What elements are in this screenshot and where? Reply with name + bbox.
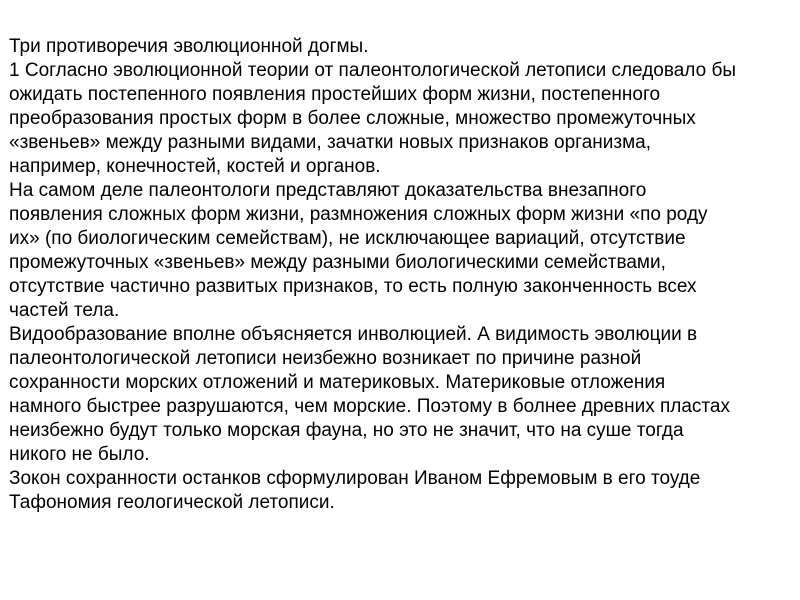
text-line: частей тела. [9, 300, 120, 321]
text-line: их» (по биологическим семействам), не исключающее вариаций, отсутствие [9, 228, 686, 249]
text-line: палеонтологической летописи неизбежно возникает по причине разной [9, 348, 642, 369]
text-line: «звеньев» между разными видами, зачатки новых признаков организма, [9, 132, 651, 153]
text-line: преобразования простых форм в более сложные, множество промежуточных [9, 108, 696, 129]
text-line: На самом деле палеонтологи представляют доказательства внезапного [9, 180, 647, 201]
text-line: 1 Согласно эволюционной теории от палеонтологической летописи следовало бы [9, 60, 736, 81]
text-line: намного быстрее разрушаются, чем морские. Поэтому в болнее древних пластах [9, 396, 730, 417]
text-line: Тафономия геологической летописи. [9, 492, 335, 513]
text-line: отсутствие частично развитых признаков, то есть полную законченность всех [9, 276, 697, 297]
text-line: Видообразование вполне объясняется инволюцией. А видимость эволюции в [9, 324, 698, 345]
text-line: сохранности морских отложений и материковых. Материковые отложения [9, 372, 666, 393]
text-line: например, конечностей, костей и органов. [9, 156, 381, 177]
slide-title-line: Три противоречия эволюционной догмы. [9, 36, 369, 57]
text-line: неизбежно будут только морская фауна, но это не значит, что на суше тогда [9, 420, 684, 441]
text-line: Зокон сохранности останков сформулирован Иваном Ефремовым в его тоуде [9, 468, 701, 489]
slide-text-block [9, 35, 736, 515]
text-line: никого не было. [9, 444, 150, 465]
text-line: промежуточных «звеньев» между разными биологическими семействами, [9, 252, 666, 273]
text-line: появления сложных форм жизни, размножения сложных форм жизни «по роду [9, 204, 708, 225]
text-line: ожидать постепенного появления простейших форм жизни, постепенного [9, 84, 661, 105]
